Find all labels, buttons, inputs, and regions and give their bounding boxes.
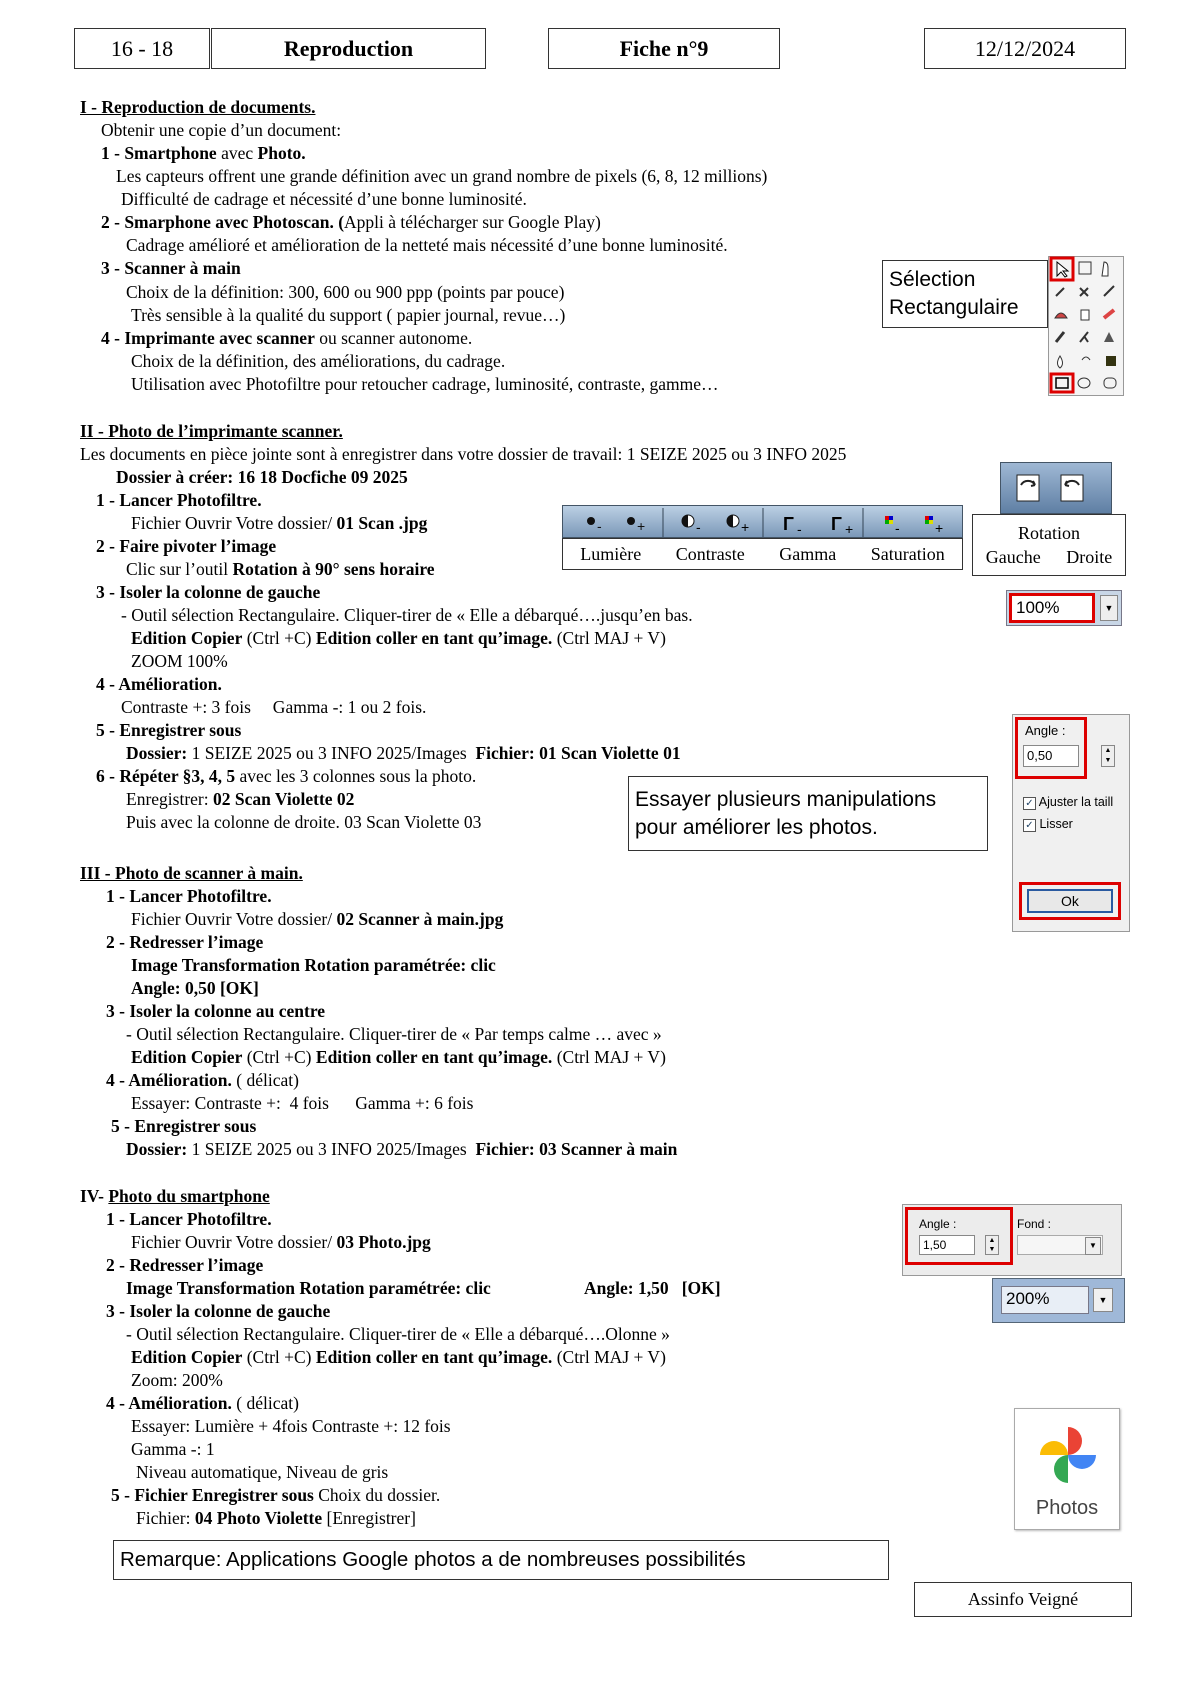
s4-step4-b: Gamma -: 1 xyxy=(131,1439,215,1459)
s4-step5-rest: Choix du dossier. xyxy=(313,1485,441,1505)
s4-step5-title: 5 - Fichier Enregistrer sous xyxy=(111,1485,314,1505)
s3-step3-a: - Outil sélection Rectangulaire. Cliquer-tirer de « Par temps calme … avec » xyxy=(126,1024,662,1044)
s2-step6-a xyxy=(126,788,354,810)
s1-item1-title: 1 - Smartphone xyxy=(101,143,217,163)
angle-dialog-2 xyxy=(902,1204,1122,1276)
google-photos-icon xyxy=(1036,1423,1100,1487)
s4-title-prefix: IV- xyxy=(80,1186,109,1206)
zoom-value-100: 100% xyxy=(1009,593,1095,623)
s2-step2-a-text: Clic sur l’outil xyxy=(126,559,233,579)
rotation-title: Rotation xyxy=(1018,523,1080,543)
s3-step1: 1 - Lancer Photofiltre. xyxy=(106,886,272,906)
s3-step4-title: 4 - Amélioration. xyxy=(106,1070,232,1090)
chevron-down-icon[interactable]: ▼ xyxy=(1085,1237,1101,1255)
chevron-down-icon[interactable]: ▼ xyxy=(1093,1288,1113,1312)
s2-step6 xyxy=(96,765,476,787)
fond-label: Fond : xyxy=(1017,1217,1052,1231)
smooth-checkbox[interactable] xyxy=(1023,817,1073,832)
rotation-icons xyxy=(1001,463,1113,515)
chevron-down-icon[interactable]: ▼ xyxy=(1100,595,1118,621)
s4-title-text: Photo du smartphone xyxy=(108,1186,270,1206)
s1-intro: Obtenir une copie d’un document: xyxy=(101,120,342,140)
s4-step4-a: Essayer: Lumière + 4fois Contraste +: 12 fois xyxy=(131,1416,451,1436)
s2-step5-a xyxy=(126,742,681,764)
s2-step5-folder: 1 SEIZE 2025 ou 3 INFO 2025/Images xyxy=(187,743,476,763)
svg-text:Γ: Γ xyxy=(831,514,842,534)
gamma-icons xyxy=(783,514,853,537)
s3-step1-a xyxy=(131,908,503,930)
header-subject-text: Reproduction xyxy=(283,35,414,61)
angle-spinner[interactable]: ▲ ▼ xyxy=(1101,745,1115,767)
s3-step5-folder: 1 SEIZE 2025 ou 3 INFO 2025/Images xyxy=(187,1139,476,1159)
s2-step1-a xyxy=(131,512,427,534)
zoom-combo-100[interactable] xyxy=(1006,590,1122,626)
adjust-size-checkbox[interactable] xyxy=(1023,795,1113,810)
s4-step3: 3 - Isoler la colonne de gauche xyxy=(106,1301,331,1321)
s3-step2-a: Image Transformation Rotation paramétrée: clic xyxy=(131,955,496,975)
footer-box xyxy=(914,1582,1132,1617)
s2-folder: Dossier à créer: 16 18 Docfiche 09 2025 xyxy=(116,467,408,487)
header-subject xyxy=(211,28,486,69)
s3-copy-line xyxy=(131,1046,666,1068)
rotation-callout xyxy=(972,514,1126,576)
s2-step1: 1 - Lancer Photofiltre. xyxy=(96,490,262,510)
s3-step3: 3 - Isoler la colonne au centre xyxy=(106,1001,326,1021)
s1-item4-a: Choix de la définition, des améliorations, du cadrage. xyxy=(131,351,506,371)
s1-item2-rest: Appli à télécharger sur Google Play) xyxy=(344,212,601,232)
s4-copy-line xyxy=(131,1346,666,1368)
s3-step5-file: Fichier: 03 Scanner à main xyxy=(475,1139,678,1159)
adjust-toolbar-icons xyxy=(563,506,964,539)
s2-step2-a xyxy=(126,558,435,580)
s2-copy-r1: (Ctrl +C) xyxy=(242,628,316,648)
adjust-toolbar-labels xyxy=(562,538,963,570)
s3-step4-note: ( délicat) xyxy=(231,1070,299,1090)
svg-text:-: - xyxy=(797,521,802,537)
s4-step5-a-file: 04 Photo Violette xyxy=(194,1508,323,1528)
s2-step4: 4 - Amélioration. xyxy=(96,674,222,694)
s3-step4 xyxy=(106,1069,299,1091)
s3-step5: 5 - Enregistrer sous xyxy=(111,1116,257,1136)
spray-icon xyxy=(1081,310,1089,320)
s4-step4-note: ( délicat) xyxy=(231,1393,299,1413)
svg-text:-: - xyxy=(597,518,602,534)
header-class-text: 16 - 18 xyxy=(110,35,174,61)
s2-intro: Les documents en pièce jointe sont à enregistrer dans votre dossier de travail: 1 SEIZE 2025 ou 3 INFO 2025 xyxy=(80,444,847,464)
s3-step2: 2 - Redresser l’image xyxy=(106,932,264,952)
s4-step2-b: Angle: 1,50 [OK] xyxy=(584,1278,721,1298)
s4-step5 xyxy=(111,1484,440,1506)
header-sheet xyxy=(548,28,780,69)
photos-label: Photos xyxy=(1035,1497,1099,1519)
google-photos-tile[interactable] xyxy=(1014,1408,1120,1530)
s4-step2-a: Image Transformation Rotation paramétrée: clic xyxy=(126,1278,491,1298)
s4-zoom: Zoom: 200% xyxy=(131,1370,223,1390)
s1-item2 xyxy=(101,211,601,233)
s4-step1-a-text: Fichier Ouvrir Votre dossier/ xyxy=(131,1232,337,1252)
adjust-toolbar xyxy=(562,505,963,538)
brightness-icons xyxy=(587,517,645,534)
rotation-labels xyxy=(973,545,1125,569)
rotation-right-label: Droite xyxy=(1066,547,1113,567)
s2-step4-a: Contraste +: 3 fois Gamma -: 1 ou 2 fois. xyxy=(121,697,427,717)
s2-step2: 2 - Faire pivoter l’image xyxy=(96,536,277,556)
s2-step5: 5 - Enregistrer sous xyxy=(96,720,242,740)
rotate-left-icon xyxy=(1017,475,1039,501)
header-sheet-text: Fiche n°9 xyxy=(619,35,709,61)
svg-text:+: + xyxy=(741,519,750,535)
rotate-right-icon xyxy=(1061,475,1083,501)
s2-step1-a-file: 01 Scan .jpg xyxy=(336,513,428,533)
s1-item1-a: Les capteurs offrent une grande définition avec un grand nombre de pixels (6, 8, 12 millions) xyxy=(116,166,768,186)
footer-text: Assinfo Veigné xyxy=(967,1589,1079,1609)
section-2-title: II - Photo de l’imprimante scanner. xyxy=(80,421,343,441)
s3-copy-b1: Edition Copier xyxy=(131,1047,243,1067)
s2-copy-b1: Edition Copier xyxy=(131,628,243,648)
s4-step2: 2 - Redresser l’image xyxy=(106,1255,264,1275)
svg-text:Γ: Γ xyxy=(783,514,794,534)
checkbox-icon: ✓ xyxy=(1023,797,1036,810)
s3-copy-r1: (Ctrl +C) xyxy=(242,1047,316,1067)
s3-copy-b2: Edition coller en tant qu’image. xyxy=(315,1047,553,1067)
svg-text:+: + xyxy=(637,518,646,534)
s4-step5-a-rest: [Enregistrer] xyxy=(322,1508,416,1528)
s3-step1-a-text: Fichier Ouvrir Votre dossier/ xyxy=(131,909,337,929)
s1-item2-title: 2 - Smarphone avec Photoscan. ( xyxy=(101,212,345,232)
s2-step5-file: Fichier: 01 Scan Violette 01 xyxy=(475,743,681,763)
label-gamma: Gamma xyxy=(779,543,837,564)
selection-callout xyxy=(882,260,1048,328)
s1-item3-a: Choix de la définition: 300, 600 ou 900 ppp (points par pouce) xyxy=(126,282,565,302)
s4-copy-r1: (Ctrl +C) xyxy=(242,1347,316,1367)
remark-box xyxy=(113,1540,889,1580)
s4-copy-b1: Edition Copier xyxy=(131,1347,243,1367)
header-date-text: 12/12/2024 xyxy=(974,35,1076,61)
s4-copy-b2: Edition coller en tant qu’image. xyxy=(315,1347,553,1367)
s1-item1-b: Difficulté de cadrage et nécessité d’une bonne luminosité. xyxy=(121,189,527,209)
s2-step6-title: 6 - Répéter §3, 4, 5 xyxy=(96,766,236,786)
svg-text:-: - xyxy=(895,520,900,536)
s2-step2-a-tool: Rotation à 90° sens horaire xyxy=(232,559,435,579)
s4-step1: 1 - Lancer Photofiltre. xyxy=(106,1209,272,1229)
clone-icon xyxy=(1106,356,1116,366)
section-1-title: I - Reproduction de documents. xyxy=(80,97,316,117)
s2-step3: 3 - Isoler la colonne de gauche xyxy=(96,582,321,602)
s2-step5-folder-label: Dossier: xyxy=(126,743,188,763)
s2-step6-a-text: Enregistrer: xyxy=(126,789,213,809)
s2-copy-r2: (Ctrl MAJ + V) xyxy=(552,628,666,648)
s4-step5-a-label: Fichier: xyxy=(136,1508,195,1528)
selection-callout-l2: Rectangulaire xyxy=(889,296,1019,319)
checkbox-icon: ✓ xyxy=(1023,819,1036,832)
note-callout xyxy=(628,776,988,851)
s2-step6-a-file: 02 Scan Violette 02 xyxy=(212,789,355,809)
angle2-input[interactable]: 1,50 xyxy=(919,1235,975,1255)
note-line1: Essayer plusieurs manipulations xyxy=(635,787,937,811)
s2-step6-b: Puis avec la colonne de droite. 03 Scan Violette 03 xyxy=(126,812,482,832)
s4-step3-a: - Outil sélection Rectangulaire. Cliquer-tirer de « Elle a débarqué….Olonne » xyxy=(126,1324,670,1344)
s2-copy-b2: Edition coller en tant qu’image. xyxy=(315,628,553,648)
saturation-icons xyxy=(885,516,943,536)
s3-step2-b: Angle: 0,50 [OK] xyxy=(131,978,259,998)
s1-item2-a: Cadrage amélioré et amélioration de la netteté mais nécessité d’une bonne luminosité. xyxy=(126,235,728,255)
toolbox-image xyxy=(1048,256,1124,396)
s1-item1 xyxy=(101,142,306,164)
s1-item3: 3 - Scanner à main xyxy=(101,258,241,278)
rotation-left-label: Gauche xyxy=(985,547,1041,567)
svg-text:+: + xyxy=(845,521,854,537)
label-saturation: Saturation xyxy=(870,543,945,564)
s4-step4 xyxy=(106,1392,299,1414)
s2-step3-a: - Outil sélection Rectangulaire. Cliquer-tirer de « Elle a débarqué….jusqu’en bas. xyxy=(121,605,693,625)
s4-step1-a xyxy=(131,1231,431,1253)
s1-item3-b: Très sensible à la qualité du support ( papier journal, revue…) xyxy=(131,305,566,325)
s1-item1-mid: avec xyxy=(216,143,258,163)
selection-callout-l1: Sélection xyxy=(889,268,976,291)
angle-dialog xyxy=(1012,714,1130,932)
angle-input[interactable]: 0,50 xyxy=(1023,745,1079,767)
svg-text:-: - xyxy=(696,519,701,535)
s1-item4-b: Utilisation avec Photofiltre pour retoucher cadrage, luminosité, contraste, gamme… xyxy=(131,374,719,394)
s2-zoom: ZOOM 100% xyxy=(131,651,228,671)
s4-step1-a-file: 03 Photo.jpg xyxy=(336,1232,431,1252)
s4-step4-title: 4 - Amélioration. xyxy=(106,1393,232,1413)
ok-button[interactable]: Ok xyxy=(1027,889,1113,913)
s3-step4-a: Essayer: Contraste +: 4 fois Gamma +: 6 fois xyxy=(131,1093,474,1113)
rotation-buttons xyxy=(1000,462,1112,514)
s1-item4-rest: ou scanner autonome. xyxy=(314,328,473,348)
s3-step5-a xyxy=(126,1138,677,1160)
s2-step6-rest: avec les 3 colonnes sous la photo. xyxy=(235,766,477,786)
s3-step5-folder-label: Dossier: xyxy=(126,1139,188,1159)
zoom-value-200: 200% xyxy=(1001,1286,1089,1314)
fond-select[interactable] xyxy=(1017,1235,1103,1255)
s1-item1-end: Photo. xyxy=(257,143,306,163)
s4-step4-c: Niveau automatique, Niveau de gris xyxy=(136,1462,389,1482)
header-class xyxy=(74,28,210,69)
section-4-title xyxy=(80,1185,270,1207)
angle2-label: Angle : xyxy=(919,1217,957,1231)
angle2-spinner[interactable]: ▲ ▼ xyxy=(985,1235,999,1255)
zoom-combo-200[interactable] xyxy=(992,1278,1125,1323)
header-date xyxy=(924,28,1126,69)
s1-item4-title: 4 - Imprimante avec scanner xyxy=(101,328,315,348)
note-line2: pour améliorer les photos. xyxy=(635,815,878,839)
s2-copy-line xyxy=(131,627,666,649)
s3-copy-r2: (Ctrl MAJ + V) xyxy=(552,1047,666,1067)
smooth-label: Lisser xyxy=(1039,817,1073,831)
label-lumiere: Lumière xyxy=(580,543,642,564)
remark-text: Remarque: Applications Google photos a de nombreuses possibilités xyxy=(120,1548,746,1571)
label-contraste: Contraste xyxy=(675,543,745,564)
s2-step1-a-text: Fichier Ouvrir Votre dossier/ xyxy=(131,513,337,533)
s4-copy-r2: (Ctrl MAJ + V) xyxy=(552,1347,666,1367)
section-3-title: III - Photo de scanner à main. xyxy=(80,863,303,883)
svg-text:+: + xyxy=(935,520,944,536)
angle-label: Angle : xyxy=(1025,723,1066,738)
s1-item4 xyxy=(101,327,472,349)
s3-step1-a-file: 02 Scanner à main.jpg xyxy=(336,909,504,929)
contrast-icons xyxy=(682,515,749,535)
s4-step5-a xyxy=(136,1507,416,1529)
adjust-size-label: Ajuster la taill xyxy=(1038,795,1114,809)
